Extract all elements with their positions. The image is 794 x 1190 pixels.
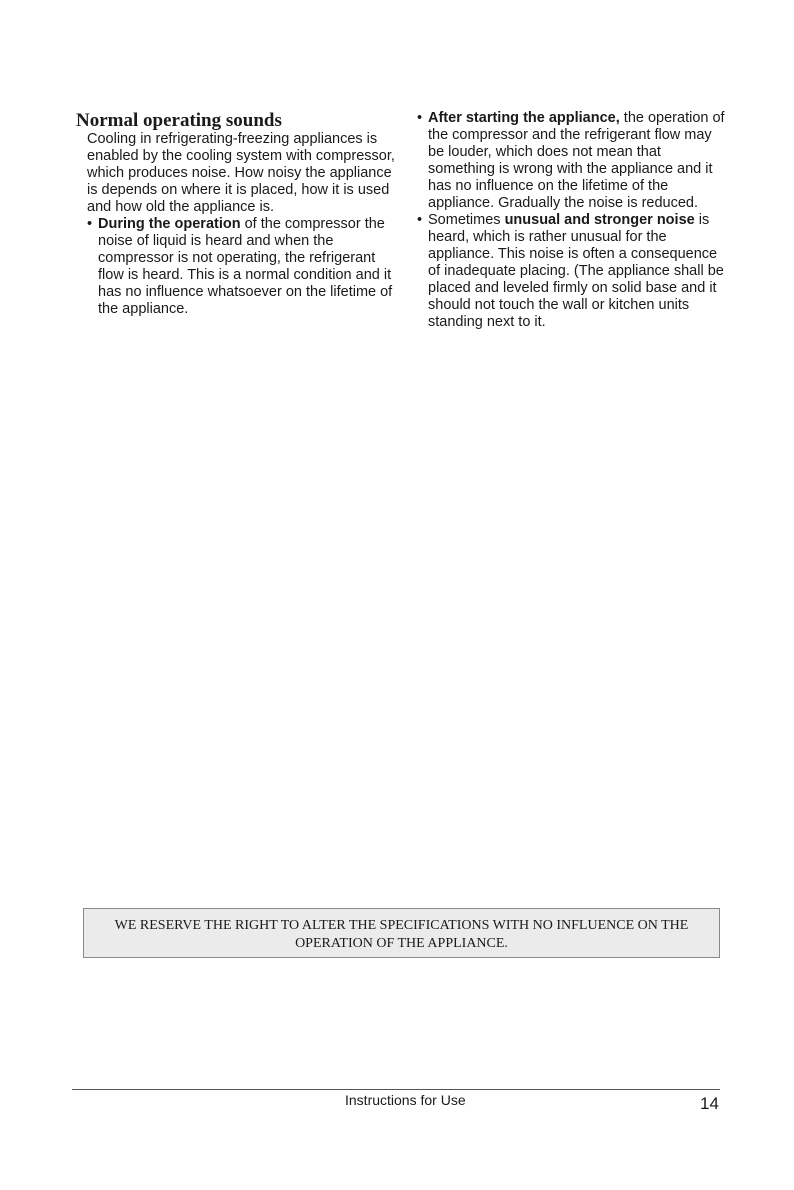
- bullet-item: [417, 110, 727, 212]
- bullet-text: After starting the appliance, the operation of the compressor and the refrigerant flow may be louder, which does not mean that something is wrong with the appliance and it has no influence on the lifetime of the appliance. Gradually the noise is reduced.: [428, 110, 725, 211]
- bullet-emphasis: During the operation: [98, 216, 241, 232]
- bullet-marker: •: [417, 110, 423, 126]
- section-heading: Normal operating sounds: [76, 110, 282, 131]
- bullet-text: Sometimes unusual and stronger noise is heard, which is rather unusual for the appliance. This noise is often a consequence of inadequate placing. (The appliance shall be placed and leveled firmly on solid base and it should not touch the wall or kitchen units standing next to it.: [428, 212, 724, 330]
- bullet-emphasis: After starting the appliance,: [428, 110, 620, 126]
- footer-label: Instructions for Use: [345, 1092, 466, 1108]
- bullet-text: During the operation of the compressor the noise of liquid is heard and when the compressor is not operating, the refrigerant flow is heard. This is a normal condition and it has no influence whatsoever on the lifetime of the appliance.: [98, 216, 393, 317]
- bullet-item: [417, 212, 727, 331]
- bullet-emphasis: unusual and stronger noise: [504, 212, 695, 228]
- intro-paragraph: Cooling in refrigerating-freezing appliances is enabled by the cooling system with compressor, which produces noise. How noisy the appliance is depends on where it is placed, how it is used and how old the appliance is.: [87, 131, 395, 215]
- bullet-item: [87, 216, 397, 318]
- specification-notice-box: WE RESERVE THE RIGHT TO ALTER THE SPECIFICATIONS WITH NO INFLUENCE ON THE OPERATION OF THE APPLIANCE.: [83, 908, 720, 958]
- bullet-marker: •: [87, 216, 93, 232]
- page-number: 14: [700, 1094, 719, 1113]
- right-column: [417, 110, 727, 331]
- left-column: [87, 131, 397, 318]
- bullet-marker: •: [417, 212, 423, 228]
- footer-divider: [72, 1089, 720, 1090]
